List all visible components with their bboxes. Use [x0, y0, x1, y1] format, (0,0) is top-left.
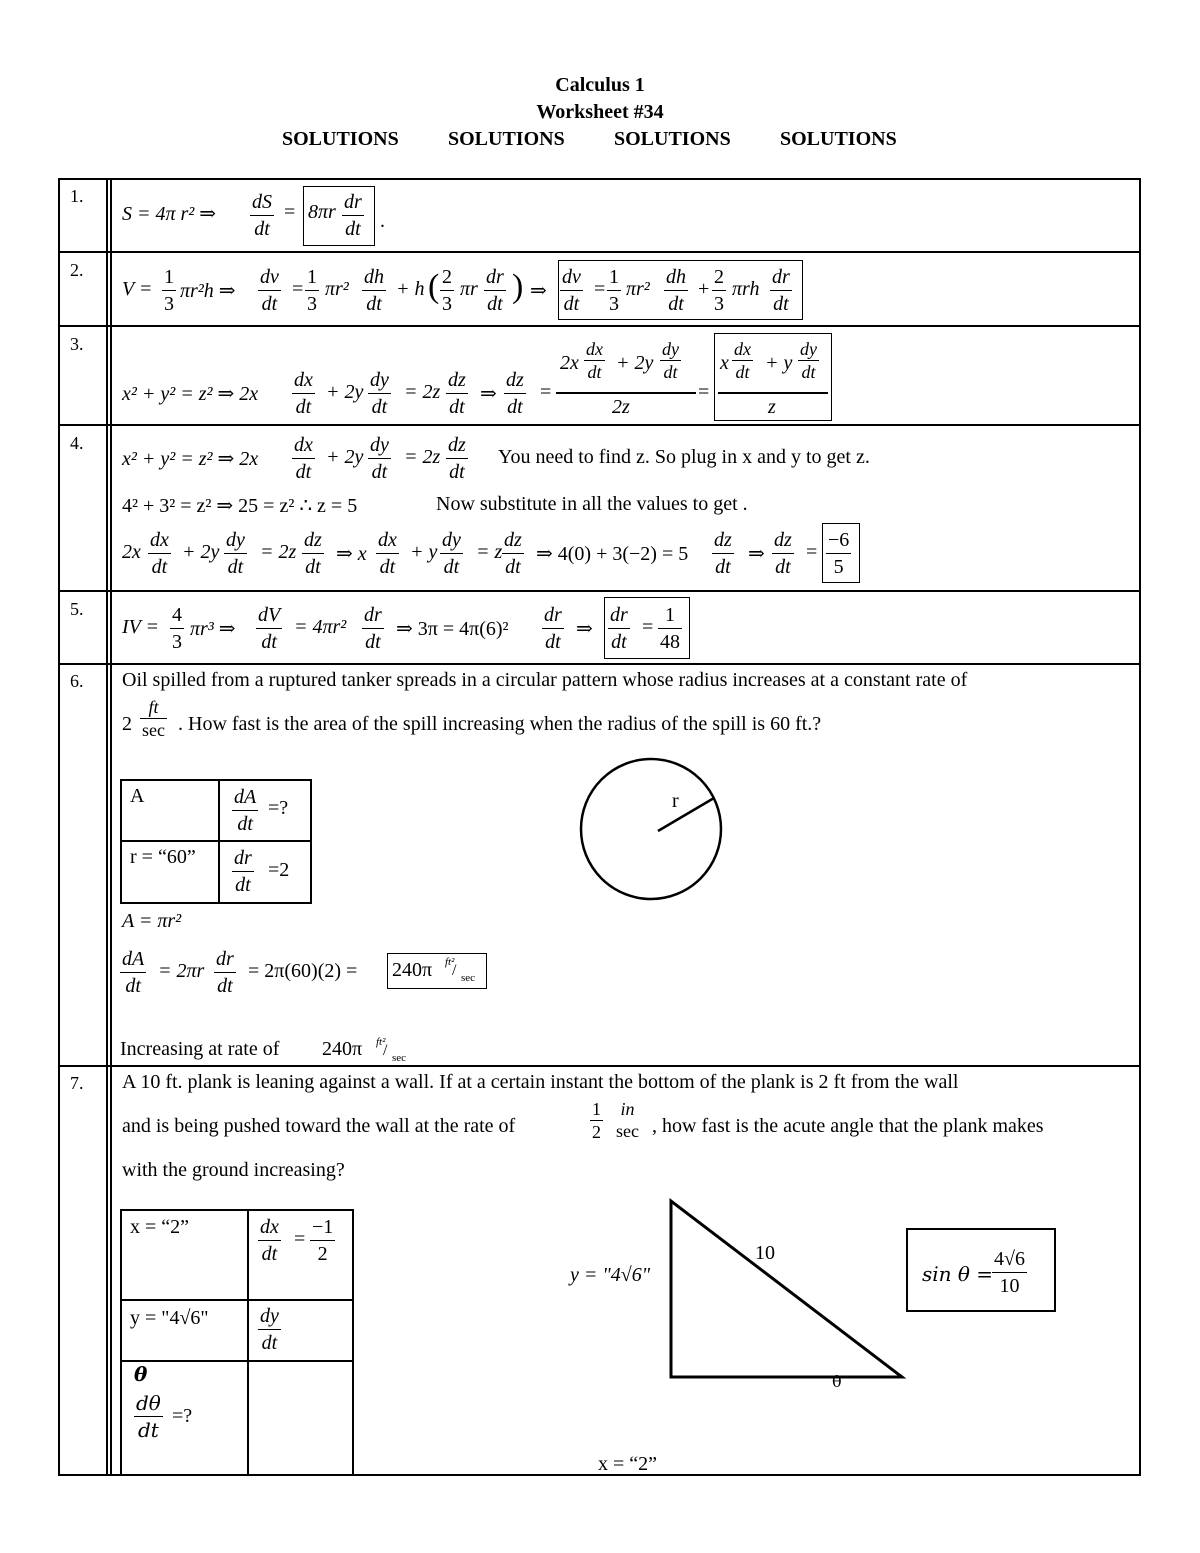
p4-substitution: ⇒ 4(0) + 3(−2) = 5 [536, 543, 689, 565]
p4-derivative: $\frac{dz}{dt}$ [714, 529, 732, 578]
p3-equation: x² + y² = z² ⇒ 2x [122, 383, 259, 405]
problem-number: 4. [70, 433, 84, 453]
p3-derivative: $\frac{dx}{dt}$ [294, 369, 313, 418]
p6-rate: 2 [122, 713, 132, 735]
p6-table-value: =2 [268, 859, 290, 881]
p4-derivative: $\frac{dx}{dt}$ [378, 529, 397, 578]
p4-derivative: $\frac{dz}{dt}$ [304, 529, 322, 578]
p4-equation: 4² + 3² = z² ⇒ 25 = z² ∴ z = 5 [122, 495, 358, 517]
row-divider [58, 663, 1141, 665]
p2-derivative: $\frac{dr}{dt}$ [486, 266, 504, 315]
solutions-label: SOLUTIONS [448, 128, 565, 150]
p3-answer-derivative: $\frac{dx}{dt}$ [734, 339, 751, 382]
p2-answer-derivative: $\frac{dv}{dt}$ [562, 266, 581, 315]
p6-derivative: $\frac{dr}{dt}$ [216, 948, 234, 997]
p3-term: x [720, 352, 729, 374]
p3-term: + 2y [616, 352, 654, 374]
p6-substitution: = 2π(60)(2) = [248, 960, 358, 982]
p6-answer: 240π [392, 959, 433, 981]
p7-problem-text: and is being pushed toward the wall at the rate of [122, 1115, 516, 1137]
p1-answer: 8πr [308, 201, 336, 223]
p4-term: + 2y [182, 541, 220, 563]
plus-sign: + [698, 278, 710, 300]
p2-fraction: $\frac{1}{3}$ [307, 266, 317, 315]
row-divider [58, 424, 1141, 426]
period: . [380, 210, 385, 232]
p6-conclusion: Increasing at rate of [120, 1038, 280, 1060]
equals-sign: = [698, 381, 710, 403]
p7-ground-distance-label: x = “2” [598, 1453, 658, 1475]
radius-label: r [672, 790, 679, 812]
p7-problem-text: with the ground increasing? [122, 1159, 345, 1181]
p6-conclusion-value: 240π [322, 1038, 363, 1060]
p7-problem-text: A 10 ft. plank is leaning against a wall. If at a certain instant the bottom of the plank is 2 ft from the wall [122, 1071, 959, 1093]
p4-derivative: $\frac{dy}{dt}$ [370, 434, 389, 483]
p4-term: + y [410, 541, 438, 563]
p4-term: ⇒ x [336, 543, 367, 565]
p7-table-value: $\frac{-1}{2}$ [312, 1216, 334, 1265]
p5-formula: πr³ ⇒ [190, 618, 236, 640]
p6-table-label: r = “60” [130, 846, 196, 868]
p5-fraction: $\frac{4}{3}$ [172, 604, 182, 653]
p7-rate-unit: in sec [616, 1099, 639, 1141]
solutions-label: SOLUTIONS [282, 128, 399, 150]
p6-term: = 2πr [158, 960, 205, 982]
p4-term: = z [476, 541, 503, 563]
equals-sign: = [594, 278, 606, 300]
paren: ( [428, 268, 440, 305]
p6-circle-diagram [578, 756, 726, 904]
p5-answer: $\frac{1}{48}$ [660, 604, 680, 653]
implies-sign: ⇒ [530, 280, 547, 302]
p1-equation: S = 4π r² ⇒ [122, 203, 217, 225]
unit-slash: / [383, 1042, 388, 1059]
p2-fraction: $\frac{1}{3}$ [609, 266, 619, 315]
spill-circle [581, 759, 721, 899]
problem-number: 1. [70, 186, 84, 206]
row-divider [58, 325, 1141, 327]
p2-fraction: $\frac{2}{3}$ [442, 266, 452, 315]
p2-derivative: $\frac{dv}{dt}$ [260, 266, 279, 315]
paren: ) [512, 268, 524, 305]
p3-term: + 2y [326, 381, 364, 403]
p6-unit: ft² [445, 956, 455, 968]
p5-derivative: $\frac{dV}{dt}$ [258, 604, 281, 653]
p7-table-derivative: $\frac{d\theta}{dt}$ [136, 1391, 161, 1442]
p6-table-value: =? [268, 797, 289, 819]
p6-problem-text: . How fast is the area of the spill increasing when the radius of the spill is 60 ft.? [178, 713, 822, 735]
equals-sign: = [292, 278, 304, 300]
p4-derivative: $\frac{dz}{dt}$ [774, 529, 792, 578]
p2-fraction: $\frac{1}{3}$ [164, 266, 174, 315]
equals-sign: = [806, 541, 818, 563]
p7-table-cell [247, 1360, 354, 1476]
p4-derivative: $\frac{dy}{dt}$ [226, 529, 245, 578]
p4-answer: $\frac{-6}{5}$ [828, 529, 850, 578]
p7-table-label: y = "4√6" [130, 1307, 209, 1329]
p3-term: = 2z [404, 381, 441, 403]
worksheet-number: Worksheet #34 [536, 101, 664, 123]
p7-plank-length-label: 10 [755, 1242, 775, 1264]
p7-sine-equation: sin θ = [922, 1262, 994, 1286]
p7-table-derivative: $\frac{dx}{dt}$ [260, 1216, 279, 1265]
p1-derivative: $\frac{dS}{dt}$ [252, 191, 272, 240]
p5-volume-label: IV = [122, 616, 160, 638]
row-divider [58, 590, 1141, 592]
p2-formula: πr²h ⇒ [180, 280, 236, 302]
row-divider [58, 1065, 1141, 1067]
problem-number: 3. [70, 334, 84, 354]
equals-sign: = [284, 201, 296, 223]
p2-volume-label: V = [122, 278, 153, 300]
implies-sign: ⇒ [576, 618, 593, 640]
page-title: Calculus 1 [555, 74, 645, 96]
p4-term: = 2z [404, 446, 441, 468]
p4-term: + 2y [326, 446, 364, 468]
p7-angle-label: θ [832, 1372, 842, 1391]
p3-term: + y [765, 352, 793, 374]
p2-term: πr² [626, 278, 650, 300]
p6-table-label: A [130, 785, 145, 807]
p2-derivative: $\frac{dh}{dt}$ [364, 266, 384, 315]
p7-table-label: θ [134, 1362, 148, 1386]
problem-number: 7. [70, 1073, 84, 1093]
p3-fraction-bar [556, 392, 696, 394]
p4-equation: x² + y² = z² ⇒ 2x [122, 448, 259, 470]
p7-table-value: =? [172, 1405, 193, 1427]
p3-term: z [768, 396, 776, 418]
equals-sign: = [540, 381, 552, 403]
p5-derivative: $\frac{dr}{dt}$ [364, 604, 382, 653]
p4-derivative: $\frac{dx}{dt}$ [294, 434, 313, 483]
p3-answer-derivative: $\frac{dy}{dt}$ [800, 339, 817, 382]
p6-rate-unit: ft sec [142, 697, 165, 740]
p5-substitution: ⇒ 3π = 4π(6)² [396, 618, 509, 640]
problem-number: 2. [70, 260, 84, 280]
p4-term: 2x [122, 541, 141, 563]
solutions-label: SOLUTIONS [614, 128, 731, 150]
p2-answer-derivative: $\frac{dr}{dt}$ [772, 266, 790, 315]
p6-unit: sec [392, 1052, 407, 1064]
p3-derivative: $\frac{dy}{dt}$ [662, 339, 679, 382]
p6-problem-text: Oil spilled from a ruptured tanker spreads in a circular pattern whose radius increases at a constant rate of [122, 669, 968, 691]
p6-table-derivative: $\frac{dA}{dt}$ [234, 786, 257, 835]
column-divider [106, 178, 108, 1476]
p2-term: πr [460, 278, 478, 300]
p7-table-label: x = “2” [130, 1216, 190, 1238]
p6-table-derivative: $\frac{dr}{dt}$ [234, 847, 252, 896]
plank-triangle [671, 1201, 902, 1377]
p3-derivative: $\frac{dx}{dt}$ [586, 339, 603, 382]
p6-unit: sec [461, 972, 476, 984]
p7-wall-height-label: y = "4√6" [570, 1264, 651, 1286]
p7-triangle-diagram [660, 1190, 910, 1390]
p3-term: 2z [612, 396, 630, 418]
p3-derivative: $\frac{dy}{dt}$ [370, 369, 389, 418]
p4-derivative: $\frac{dz}{dt}$ [448, 434, 466, 483]
p5-term: = 4πr² [294, 616, 347, 638]
p2-answer-derivative: $\frac{dh}{dt}$ [666, 266, 686, 315]
equals-sign: = [294, 1228, 306, 1250]
p4-derivative: $\frac{dy}{dt}$ [442, 529, 461, 578]
p7-table-derivative: $\frac{dy}{dt}$ [260, 1305, 279, 1354]
problem-number: 5. [70, 599, 84, 619]
p1-answer-fraction: $\frac{dr}{dt}$ [344, 191, 362, 240]
problem-number: 6. [70, 671, 84, 691]
p7-sine-fraction: $\frac{4√6}{10}$ [994, 1248, 1025, 1297]
p2-term: πr² [325, 278, 349, 300]
p6-derivative: $\frac{dA}{dt}$ [122, 948, 145, 997]
equals-sign: = [642, 616, 654, 638]
p3-answer-bar [718, 392, 828, 394]
unit-slash: / [452, 962, 457, 979]
p6-unit: ft² [376, 1036, 386, 1048]
row-divider [58, 251, 1141, 253]
p3-derivative: $\frac{dz}{dt}$ [506, 369, 524, 418]
implies-sign: ⇒ [480, 383, 497, 405]
p2-term: πrh [732, 278, 760, 300]
p4-derivative: $\frac{dz}{dt}$ [504, 529, 522, 578]
p7-rate: $\frac{1}{2}$ [592, 1099, 601, 1142]
p7-problem-text: , how fast is the acute angle that the plank makes [652, 1115, 1044, 1137]
p4-term: = 2z [260, 541, 297, 563]
p5-answer-derivative: $\frac{dr}{dt}$ [610, 604, 628, 653]
p4-derivative: $\frac{dx}{dt}$ [150, 529, 169, 578]
column-divider [110, 178, 112, 1476]
p4-note: Now substitute in all the values to get . [436, 493, 748, 515]
implies-sign: ⇒ [748, 543, 765, 565]
p4-note: You need to find z. So plug in x and y to get z. [498, 446, 870, 468]
p2-fraction: $\frac{2}{3}$ [714, 266, 724, 315]
p3-term: 2x [560, 352, 579, 374]
p5-derivative: $\frac{dr}{dt}$ [544, 604, 562, 653]
p6-area-formula: A = πr² [122, 910, 182, 932]
solutions-label: SOLUTIONS [780, 128, 897, 150]
p3-derivative: $\frac{dz}{dt}$ [448, 369, 466, 418]
radius-line [658, 798, 714, 831]
p2-term: + h [396, 278, 425, 300]
